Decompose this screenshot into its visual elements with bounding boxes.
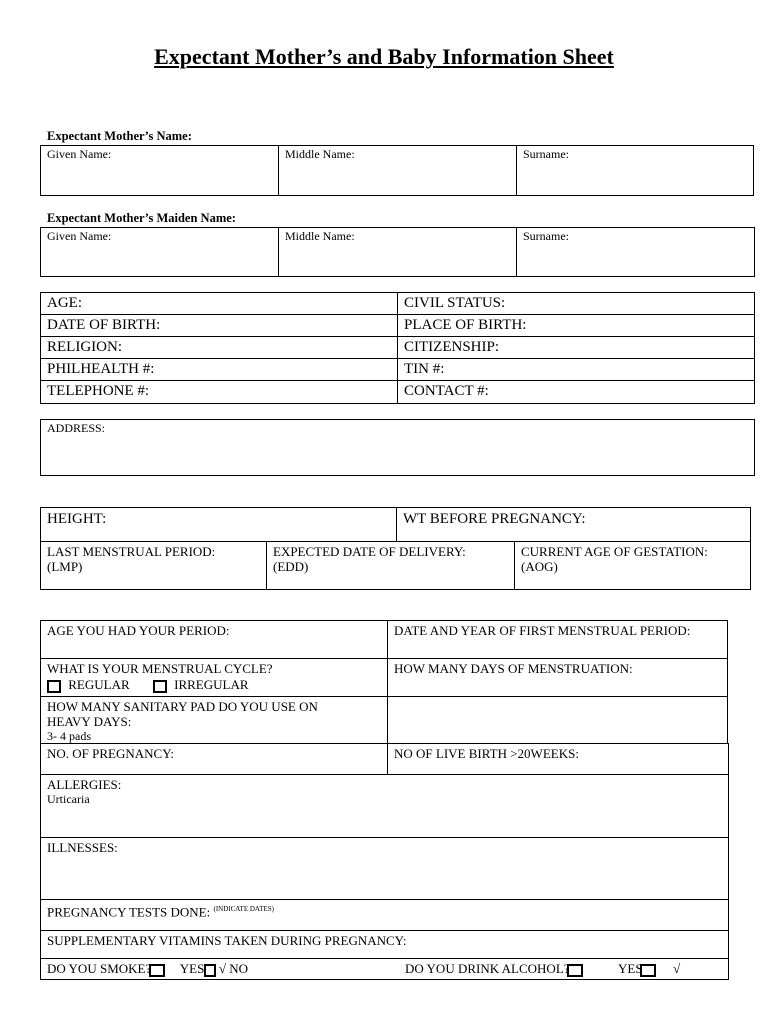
field-label: ADDRESS: <box>47 421 106 435</box>
field-label: Middle Name: <box>285 147 355 161</box>
field-label: Surname: <box>523 229 569 243</box>
mother-name-table <box>40 145 754 196</box>
field-label-cont: HEAVY DAYS: <box>47 714 132 729</box>
height-field[interactable] <box>40 507 397 542</box>
mother-given-name-field[interactable] <box>40 145 279 196</box>
field-label-abbrev: (EDD) <box>273 559 309 574</box>
citizenship-field[interactable] <box>397 336 755 359</box>
field-label: Given Name: <box>47 229 112 243</box>
field-label: WT BEFORE PREGNANCY: <box>403 511 586 527</box>
contact-field[interactable] <box>397 380 755 404</box>
civil-status-field[interactable] <box>397 292 755 315</box>
maiden-surname-field[interactable] <box>516 227 755 277</box>
lmp-field[interactable] <box>40 541 267 590</box>
field-label: LAST MENSTRUAL PERIOD: <box>47 544 216 559</box>
mother-name-heading: Expectant Mother’s Name: <box>47 129 192 143</box>
maiden-name-table <box>40 227 755 277</box>
smoke-yes-label: YES <box>179 961 205 976</box>
medical-history-table <box>40 620 729 980</box>
field-label: TELEPHONE #: <box>47 383 150 399</box>
personal-info-table <box>40 292 755 404</box>
field-label: HEIGHT: <box>47 511 107 527</box>
alcohol-question: DO YOU DRINK ALCOHOL? <box>405 961 570 976</box>
number-of-pregnancy-field[interactable] <box>40 743 388 775</box>
field-label: WHAT IS YOUR MENSTRUAL CYCLE? <box>47 661 273 676</box>
maiden-name-heading: Expectant Mother’s Maiden Name: <box>47 211 236 225</box>
field-label: ALLERGIES: <box>47 777 122 792</box>
field-label: DATE AND YEAR OF FIRST MENSTRUAL PERIOD: <box>394 623 691 638</box>
alcohol-checkbox[interactable] <box>567 964 583 977</box>
field-label: DATE OF BIRTH: <box>47 317 161 333</box>
field-label: ILLNESSES: <box>47 840 118 855</box>
first-menstrual-date-field[interactable] <box>387 620 728 659</box>
smoke-checkbox[interactable] <box>149 964 165 977</box>
telephone-field[interactable] <box>40 380 398 404</box>
irregular-label: IRREGULAR <box>174 677 249 692</box>
age-first-period-field[interactable] <box>40 620 388 659</box>
field-label: CIVIL STATUS: <box>404 295 506 311</box>
field-label: CONTACT #: <box>404 383 489 399</box>
field-label: Given Name: <box>47 147 112 161</box>
smoke-question: DO YOU SMOKE? <box>47 961 152 976</box>
date-of-birth-field[interactable] <box>40 314 398 337</box>
field-label: NO OF LIVE BIRTH >20WEEKS: <box>394 746 579 761</box>
religion-field[interactable] <box>40 336 398 359</box>
check-mark-icon: √ <box>218 961 226 976</box>
maiden-given-name-field[interactable] <box>40 227 279 277</box>
pregnancy-tests-field[interactable] <box>40 899 729 931</box>
tin-field[interactable] <box>397 358 755 381</box>
page-title: Expectant Mother’s and Baby Information Sheet <box>154 44 614 69</box>
field-label: CITIZENSHIP: <box>404 339 499 355</box>
field-label: HOW MANY SANITARY PAD DO YOU USE ON <box>47 699 318 714</box>
field-label: AGE YOU HAD YOUR PERIOD: <box>47 623 230 638</box>
blank-cell <box>387 696 728 744</box>
edd-field[interactable] <box>266 541 515 590</box>
field-label: Middle Name: <box>285 229 355 243</box>
field-label: PLACE OF BIRTH: <box>404 317 527 333</box>
check-mark-icon: √ <box>673 961 681 976</box>
allergies-field[interactable] <box>40 774 729 838</box>
live-birth-field[interactable] <box>387 743 729 775</box>
regular-checkbox[interactable] <box>47 680 61 693</box>
field-label: EXPECTED DATE OF DELIVERY: <box>273 544 466 559</box>
days-menstruation-field[interactable] <box>387 658 728 697</box>
place-of-birth-field[interactable] <box>397 314 755 337</box>
smoke-no-checkbox[interactable] <box>204 964 216 977</box>
field-label: Surname: <box>523 147 569 161</box>
age-field[interactable] <box>40 292 398 315</box>
allergies-answer: Urticaria <box>47 792 90 806</box>
field-label: AGE: <box>47 295 82 311</box>
philhealth-field[interactable] <box>40 358 398 381</box>
field-label: NO. OF PREGNANCY: <box>47 746 175 761</box>
irregular-checkbox[interactable] <box>153 680 167 693</box>
field-label: TIN #: <box>404 361 445 377</box>
alcohol-yes-label: YES <box>618 961 643 976</box>
aog-field[interactable] <box>514 541 751 590</box>
field-label-abbrev: (AOG) <box>521 559 558 574</box>
mother-surname-field[interactable] <box>516 145 754 196</box>
maiden-middle-name-field[interactable] <box>278 227 517 277</box>
illnesses-field[interactable] <box>40 837 729 900</box>
field-label: SUPPLEMENTARY VITAMINS TAKEN DURING PREGNANCY: <box>47 933 407 948</box>
field-label: PHILHEALTH #: <box>47 361 155 377</box>
smoke-alcohol-row <box>40 958 729 980</box>
regular-label: REGULAR <box>68 677 130 692</box>
field-label: HOW MANY DAYS OF MENSTRUATION: <box>394 661 633 676</box>
field-label-abbrev: (LMP) <box>47 559 83 574</box>
vitamins-field[interactable] <box>40 930 729 959</box>
field-label: CURRENT AGE OF GESTATION: <box>521 544 708 559</box>
sanitary-pad-answer: 3- 4 pads <box>47 729 91 743</box>
address-field[interactable] <box>40 419 755 476</box>
field-label: PREGNANCY TESTS DONE: <box>47 904 211 920</box>
smoke-no-label: NO <box>229 961 248 976</box>
mother-middle-name-field[interactable] <box>278 145 517 196</box>
alcohol-yes-checkbox[interactable] <box>640 964 656 977</box>
pregnancy-info-table <box>40 507 751 590</box>
menstrual-cycle-field <box>40 658 388 697</box>
sanitary-pad-field[interactable] <box>40 696 388 744</box>
weight-before-pregnancy-field[interactable] <box>396 507 751 542</box>
field-note: (INDICATE DATES) <box>213 905 274 913</box>
field-label: RELIGION: <box>47 339 122 355</box>
